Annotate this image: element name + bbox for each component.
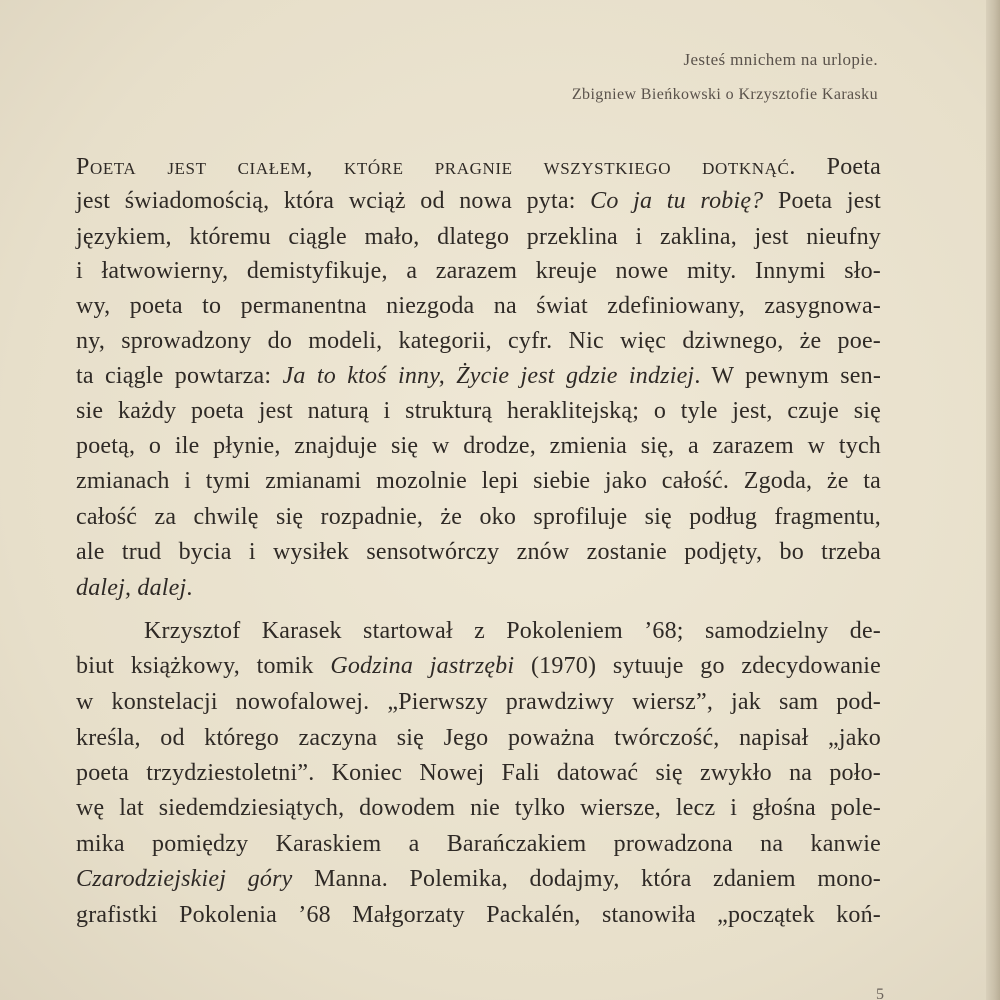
page-edge [986,0,1000,1000]
text-span: . [186,575,193,601]
text-line-5: wy, poeta to permanentna niezgoda na świat zdefiniowany, zasygnowa- [76,293,881,319]
text-line-6: ny, sprowadzony do modeli, kategorii, cyfr. Nic więc dziwnego, że poe- [76,328,881,354]
italic-question: Co ja tu robię? [590,188,764,214]
text-line-9: poetą, o ile płynie, znajduje się w drodze, zmienia się, a zarazem w tych [76,433,881,459]
text-line-1 [76,149,881,185]
text-line-14: Krzysztof Karasek startował z Pokoleniem ’68; samodzielny de- [144,618,881,644]
text-line-7 [76,358,881,394]
opening-small-caps: Poeta jest ciałem, które pragnie wszystkiego dotknąć. [76,154,797,180]
italic-phrase: dalej, dalej [76,575,187,601]
text-line-15 [76,648,881,684]
text-line-8: sie każdy poeta jest naturą i strukturą heraklitejską; o tyle jest, czuje się [76,398,881,424]
text-span: ta ciągle powtarza: [76,363,283,389]
epigraph-source: Zbigniew Bieńkowski o Krzysztofie Karasku [571,86,878,103]
text-line-22: grafistki Pokolenia ’68 Małgorzaty Packalén, stanowiła „początek koń- [76,902,881,928]
italic-book-title: Godzina jastrzębi [330,653,515,679]
page-number: 5 [876,986,884,1000]
italic-title: Ja to ktoś inny, Życie jest gdzie indziej [282,363,695,389]
text-line-12: ale trud bycia i wysiłek sensotwórczy znów zostanie podjęty, bo trzeba [76,539,881,565]
text-line-13 [76,570,881,606]
text-line-21 [76,861,881,897]
italic-book-title: Czarodziejskiej góry [76,866,293,892]
epigraph-quote: Jesteś mnichem na urlopie. [683,50,878,69]
text-line-2 [76,183,881,219]
text-line-16: w konstelacji nowofalowej. „Pierwszy prawdziwy wiersz”, jak sam pod- [76,689,881,715]
text-line-4: i łatwowierny, demistyfikuje, a zarazem kreuje nowe mity. Innymi sło- [76,258,881,284]
text-span: Manna. Polemika, dodajmy, która zdaniem mono- [292,866,881,892]
text-line-19: wę lat siedemdziesiątych, dowodem nie tylko wiersze, lecz i głośna pole- [76,795,881,821]
text-line-20: mika pomiędzy Karaskiem a Barańczakiem prowadzona na kanwie [76,831,881,857]
text-span: (1970) sytuuje go zdecydowanie [514,653,882,679]
text-span: . W pewnym sen- [694,363,882,389]
text-span: Poeta jest [763,188,881,214]
text-span: biut książkowy, tomik [76,653,331,679]
text-span: Poeta [796,154,881,180]
text-span: jest świadomością, która wciąż od nowa pyta: [76,188,591,214]
text-line-3: językiem, któremu ciągle mało, dlatego przeklina i zaklina, jest nieufny [76,224,881,250]
text-line-10: zmianach i tymi zmianami mozolnie lepi siebie jako całość. Zgoda, że ta [76,468,881,494]
text-line-17: kreśla, od którego zaczyna się Jego poważna twórczość, napisał „jako [76,725,881,751]
text-line-18: poeta trzydziestoletni”. Koniec Nowej Fali datować się zwykło na poło- [76,760,881,786]
text-line-11: całość za chwilę się rozpadnie, że oko sprofiluje się podług fragmentu, [76,504,881,530]
